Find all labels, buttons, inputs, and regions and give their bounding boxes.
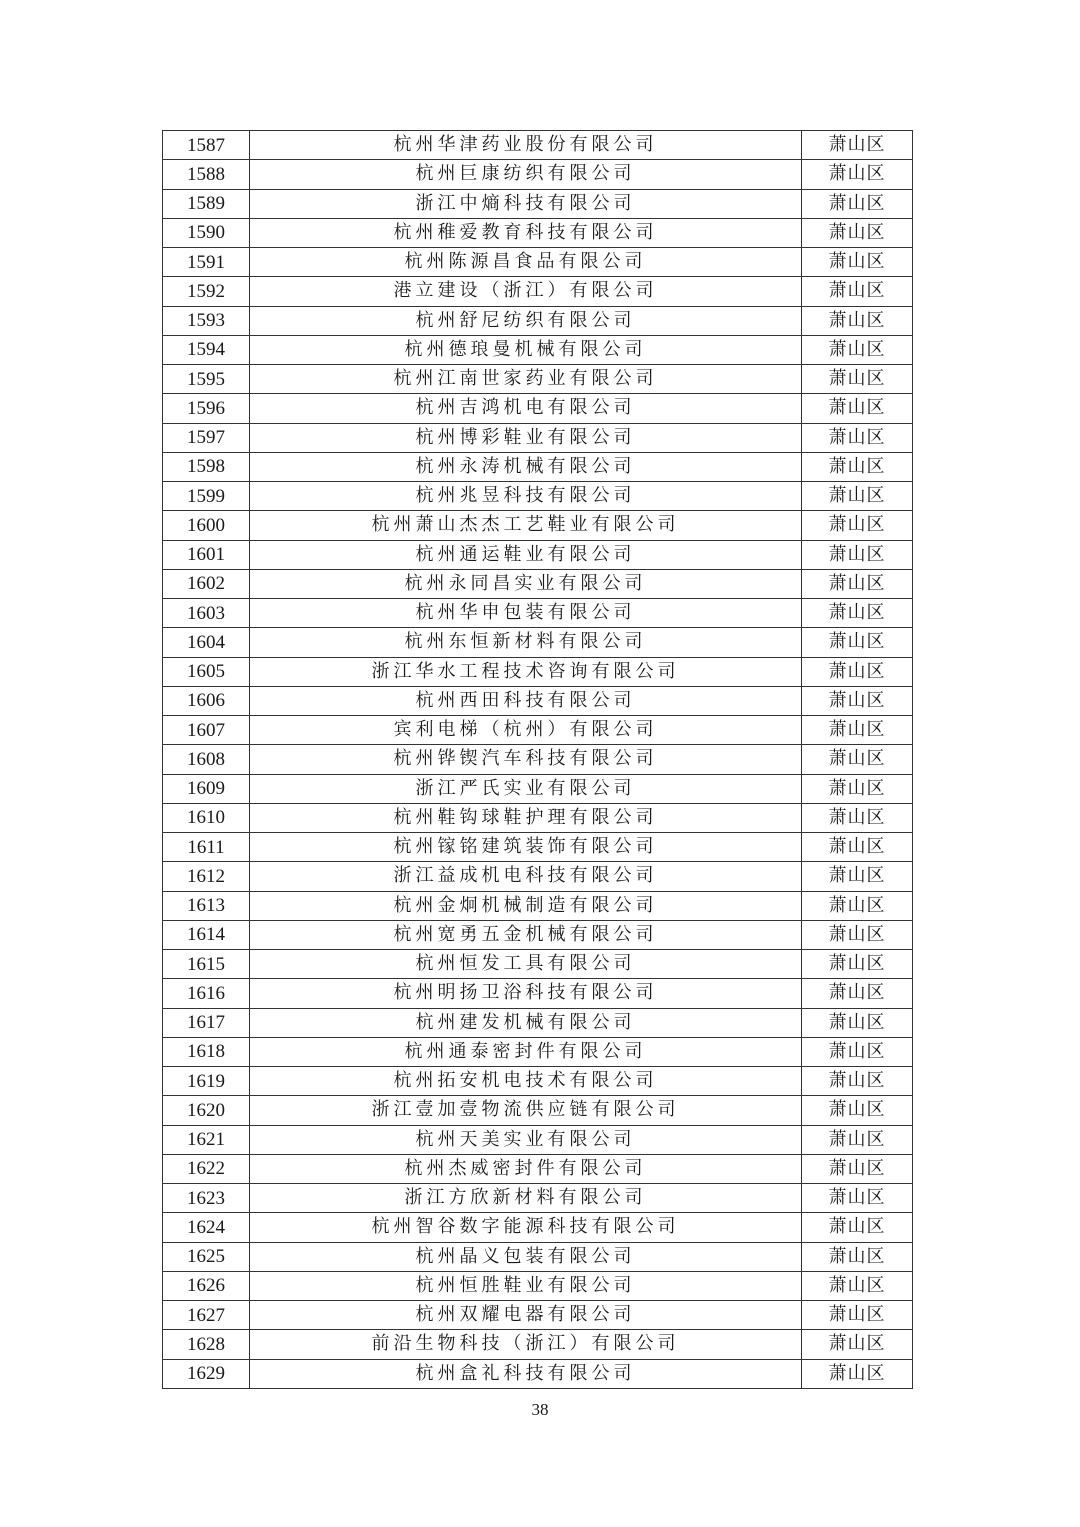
company-name: 杭州江南世家药业有限公司	[250, 365, 802, 394]
district-name: 萧山区	[802, 599, 913, 628]
district-name: 萧山区	[802, 394, 913, 423]
table-row	[163, 599, 913, 628]
table-row	[163, 745, 913, 774]
table-row	[163, 1330, 913, 1359]
row-number: 1624	[163, 1213, 250, 1242]
company-list-table	[162, 130, 913, 1389]
row-number: 1595	[163, 365, 250, 394]
company-name: 杭州德琅曼机械有限公司	[250, 335, 802, 364]
table-row	[163, 277, 913, 306]
row-number: 1601	[163, 540, 250, 569]
district-name: 萧山区	[802, 1037, 913, 1066]
row-number: 1611	[163, 833, 250, 862]
table-row	[163, 306, 913, 335]
table-row	[163, 1301, 913, 1330]
row-number: 1607	[163, 716, 250, 745]
table-row	[163, 335, 913, 364]
company-name: 杭州华申包装有限公司	[250, 599, 802, 628]
company-name: 杭州双耀电器有限公司	[250, 1301, 802, 1330]
district-name: 萧山区	[802, 774, 913, 803]
row-number: 1626	[163, 1271, 250, 1300]
page-number: 38	[531, 1400, 549, 1419]
company-name: 杭州镓铭建筑装饰有限公司	[250, 833, 802, 862]
company-name: 杭州陈源昌食品有限公司	[250, 248, 802, 277]
row-number: 1594	[163, 335, 250, 364]
row-number: 1618	[163, 1037, 250, 1066]
table-row	[163, 511, 913, 540]
table-row	[163, 1359, 913, 1388]
district-name: 萧山区	[802, 1242, 913, 1271]
table-row	[163, 394, 913, 423]
table-body	[163, 131, 913, 1389]
table-row	[163, 423, 913, 452]
table-row	[163, 803, 913, 832]
company-name: 杭州恒发工具有限公司	[250, 950, 802, 979]
row-number: 1617	[163, 1008, 250, 1037]
district-name: 萧山区	[802, 277, 913, 306]
district-name: 萧山区	[802, 365, 913, 394]
table-row	[163, 950, 913, 979]
table-row	[163, 1125, 913, 1154]
district-name: 萧山区	[802, 1271, 913, 1300]
district-name: 萧山区	[802, 920, 913, 949]
table-row	[163, 540, 913, 569]
district-name: 萧山区	[802, 335, 913, 364]
table-row	[163, 862, 913, 891]
company-name: 杭州盒礼科技有限公司	[250, 1359, 802, 1388]
district-name: 萧山区	[802, 891, 913, 920]
company-name: 杭州恒胜鞋业有限公司	[250, 1271, 802, 1300]
table-row	[163, 1154, 913, 1183]
table-row	[163, 979, 913, 1008]
row-number: 1590	[163, 218, 250, 247]
district-name: 萧山区	[802, 1096, 913, 1125]
row-number: 1629	[163, 1359, 250, 1388]
district-name: 萧山区	[802, 1125, 913, 1154]
company-name: 杭州通运鞋业有限公司	[250, 540, 802, 569]
table-row	[163, 1008, 913, 1037]
row-number: 1599	[163, 482, 250, 511]
table-row	[163, 628, 913, 657]
table-row	[163, 774, 913, 803]
table-row	[163, 189, 913, 218]
table-row	[163, 160, 913, 189]
district-name: 萧山区	[802, 1184, 913, 1213]
district-name: 萧山区	[802, 482, 913, 511]
row-number: 1589	[163, 189, 250, 218]
row-number: 1604	[163, 628, 250, 657]
row-number: 1588	[163, 160, 250, 189]
table-row	[163, 891, 913, 920]
row-number: 1603	[163, 599, 250, 628]
company-name: 前沿生物科技（浙江）有限公司	[250, 1330, 802, 1359]
company-name: 杭州晶义包装有限公司	[250, 1242, 802, 1271]
row-number: 1592	[163, 277, 250, 306]
district-name: 萧山区	[802, 452, 913, 481]
district-name: 萧山区	[802, 248, 913, 277]
row-number: 1623	[163, 1184, 250, 1213]
company-name: 浙江方欣新材料有限公司	[250, 1184, 802, 1213]
company-name: 杭州博彩鞋业有限公司	[250, 423, 802, 452]
table-row	[163, 131, 913, 160]
district-name: 萧山区	[802, 306, 913, 335]
table-row	[163, 218, 913, 247]
district-name: 萧山区	[802, 1067, 913, 1096]
table-row	[163, 920, 913, 949]
company-name: 杭州巨康纺织有限公司	[250, 160, 802, 189]
district-name: 萧山区	[802, 716, 913, 745]
row-number: 1598	[163, 452, 250, 481]
row-number: 1615	[163, 950, 250, 979]
district-name: 萧山区	[802, 160, 913, 189]
company-name: 杭州建发机械有限公司	[250, 1008, 802, 1037]
table-row	[163, 1096, 913, 1125]
district-name: 萧山区	[802, 745, 913, 774]
company-name: 浙江益成机电科技有限公司	[250, 862, 802, 891]
row-number: 1608	[163, 745, 250, 774]
district-name: 萧山区	[802, 131, 913, 160]
company-name: 宾利电梯（杭州）有限公司	[250, 716, 802, 745]
company-name: 杭州通泰密封件有限公司	[250, 1037, 802, 1066]
company-name: 杭州宽勇五金机械有限公司	[250, 920, 802, 949]
table-row	[163, 1242, 913, 1271]
district-name: 萧山区	[802, 628, 913, 657]
row-number: 1628	[163, 1330, 250, 1359]
table-row	[163, 1037, 913, 1066]
row-number: 1616	[163, 979, 250, 1008]
row-number: 1596	[163, 394, 250, 423]
table-row	[163, 686, 913, 715]
row-number: 1593	[163, 306, 250, 335]
district-name: 萧山区	[802, 1330, 913, 1359]
district-name: 萧山区	[802, 979, 913, 1008]
company-name: 杭州拓安机电技术有限公司	[250, 1067, 802, 1096]
row-number: 1610	[163, 803, 250, 832]
district-name: 萧山区	[802, 218, 913, 247]
district-name: 萧山区	[802, 569, 913, 598]
company-name: 杭州舒尼纺织有限公司	[250, 306, 802, 335]
district-name: 萧山区	[802, 540, 913, 569]
row-number: 1627	[163, 1301, 250, 1330]
company-name: 杭州永涛机械有限公司	[250, 452, 802, 481]
company-name: 杭州萧山杰杰工艺鞋业有限公司	[250, 511, 802, 540]
district-name: 萧山区	[802, 950, 913, 979]
row-number: 1606	[163, 686, 250, 715]
table-row	[163, 248, 913, 277]
row-number: 1591	[163, 248, 250, 277]
row-number: 1605	[163, 657, 250, 686]
table-row	[163, 657, 913, 686]
company-name: 杭州吉鸿机电有限公司	[250, 394, 802, 423]
company-name: 杭州金炯机械制造有限公司	[250, 891, 802, 920]
row-number: 1597	[163, 423, 250, 452]
district-name: 萧山区	[802, 1213, 913, 1242]
district-name: 萧山区	[802, 833, 913, 862]
company-name: 港立建设（浙江）有限公司	[250, 277, 802, 306]
company-name: 浙江严氏实业有限公司	[250, 774, 802, 803]
company-name: 浙江华水工程技术咨询有限公司	[250, 657, 802, 686]
company-name: 杭州东恒新材料有限公司	[250, 628, 802, 657]
table-row	[163, 1213, 913, 1242]
row-number: 1620	[163, 1096, 250, 1125]
table-row	[163, 452, 913, 481]
table-row	[163, 1271, 913, 1300]
company-name: 浙江壹加壹物流供应链有限公司	[250, 1096, 802, 1125]
table-row	[163, 569, 913, 598]
company-name: 杭州杰威密封件有限公司	[250, 1154, 802, 1183]
district-name: 萧山区	[802, 1359, 913, 1388]
company-name: 杭州永同昌实业有限公司	[250, 569, 802, 598]
company-name: 杭州西田科技有限公司	[250, 686, 802, 715]
company-name: 浙江中熵科技有限公司	[250, 189, 802, 218]
company-name: 杭州稚爱教育科技有限公司	[250, 218, 802, 247]
company-name: 杭州鞋钩球鞋护理有限公司	[250, 803, 802, 832]
company-name: 杭州铧锲汽车科技有限公司	[250, 745, 802, 774]
row-number: 1613	[163, 891, 250, 920]
table-row	[163, 482, 913, 511]
table-row	[163, 1184, 913, 1213]
row-number: 1619	[163, 1067, 250, 1096]
company-name: 杭州智谷数字能源科技有限公司	[250, 1213, 802, 1242]
district-name: 萧山区	[802, 1008, 913, 1037]
row-number: 1621	[163, 1125, 250, 1154]
district-name: 萧山区	[802, 803, 913, 832]
company-name: 杭州兆昱科技有限公司	[250, 482, 802, 511]
district-name: 萧山区	[802, 1301, 913, 1330]
district-name: 萧山区	[802, 1154, 913, 1183]
district-name: 萧山区	[802, 686, 913, 715]
company-name: 杭州华津药业股份有限公司	[250, 131, 802, 160]
row-number: 1609	[163, 774, 250, 803]
district-name: 萧山区	[802, 189, 913, 218]
row-number: 1625	[163, 1242, 250, 1271]
table-row	[163, 365, 913, 394]
table-row	[163, 716, 913, 745]
company-name: 杭州天美实业有限公司	[250, 1125, 802, 1154]
row-number: 1602	[163, 569, 250, 598]
table-row	[163, 1067, 913, 1096]
district-name: 萧山区	[802, 511, 913, 540]
district-name: 萧山区	[802, 657, 913, 686]
district-name: 萧山区	[802, 862, 913, 891]
district-name: 萧山区	[802, 423, 913, 452]
table-row	[163, 833, 913, 862]
row-number: 1587	[163, 131, 250, 160]
row-number: 1622	[163, 1154, 250, 1183]
row-number: 1612	[163, 862, 250, 891]
company-name: 杭州明扬卫浴科技有限公司	[250, 979, 802, 1008]
row-number: 1600	[163, 511, 250, 540]
row-number: 1614	[163, 920, 250, 949]
